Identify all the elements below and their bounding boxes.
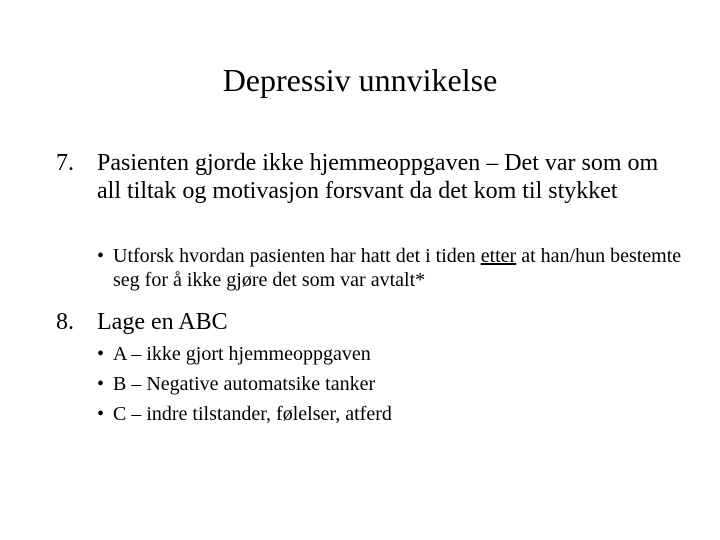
item-text: Lage en ABC xyxy=(97,309,228,335)
item-text: Pasienten gjorde ikke hjemmeoppgaven – Det var som om all tiltak og motivasjon forsvant da det kom til stykket xyxy=(97,150,659,204)
item-number: 8. xyxy=(56,309,74,335)
list-item-7 xyxy=(56,149,676,205)
bullet-icon: • xyxy=(97,403,105,425)
sub-item-text: C – indre tilstander, følelser, atferd xyxy=(113,403,392,425)
sub-item-a xyxy=(97,342,687,366)
sub-item-text-after: at han/hun bestemte seg for å ikke gjøre det som var avtalt* xyxy=(113,245,682,291)
list-item-8 xyxy=(56,308,676,336)
sub-item-explore xyxy=(97,244,687,292)
sub-item-text: A – ikke gjort hjemmeoppgaven xyxy=(113,343,371,365)
underlined-word: etter xyxy=(480,245,517,267)
bullet-icon: • xyxy=(97,245,105,267)
sub-item-text-before: Utforsk hvordan pasienten har hatt det i tiden xyxy=(113,245,481,267)
sub-item-text xyxy=(113,244,687,292)
bullet-icon: • xyxy=(97,343,105,365)
sub-item-c xyxy=(97,402,687,426)
sub-item-b xyxy=(97,372,687,396)
item-number: 7. xyxy=(56,150,74,176)
bullet-icon: • xyxy=(97,373,105,395)
sub-item-text: B – Negative automatsike tanker xyxy=(113,373,376,395)
slide-title: Depressiv unnvikelse xyxy=(222,62,498,98)
